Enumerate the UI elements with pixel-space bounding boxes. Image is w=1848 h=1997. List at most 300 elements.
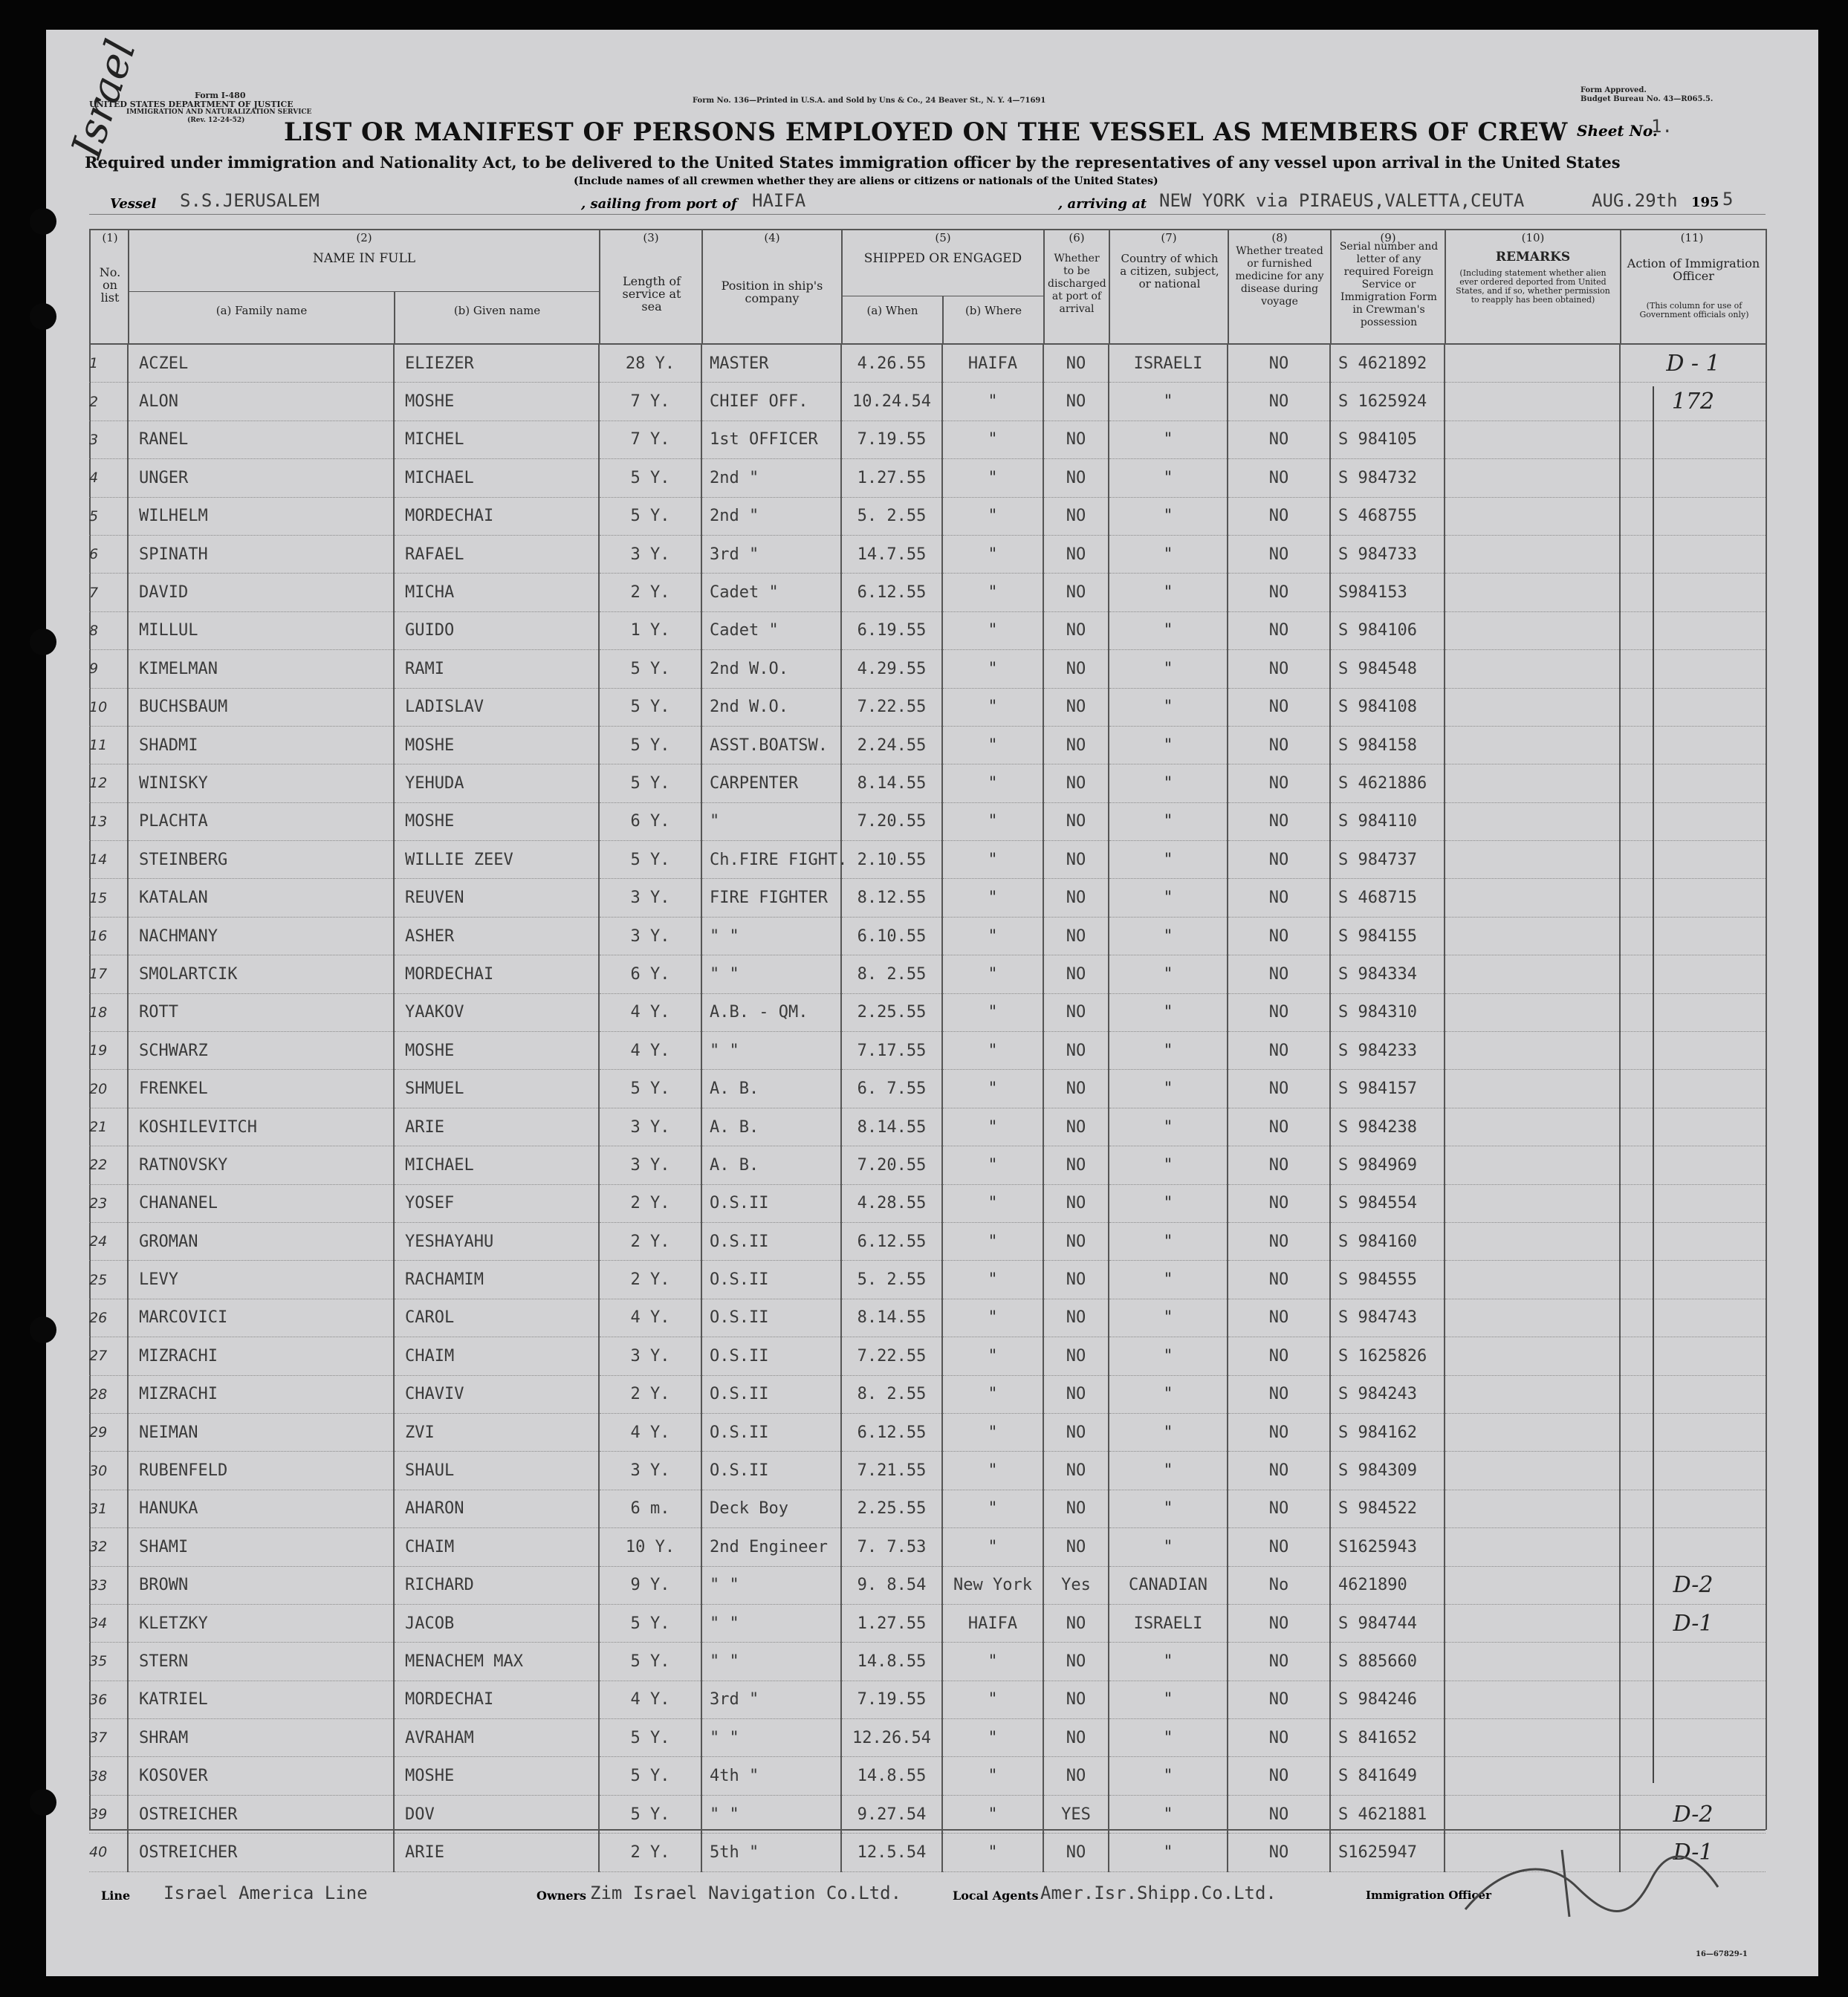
value-when: 8.14.55 [857, 1308, 927, 1328]
value-action: 172 [1671, 389, 1715, 415]
value-discharged: NO [1066, 1728, 1086, 1747]
value-family: WINISKY [139, 773, 208, 793]
cell-remarks [1445, 1528, 1620, 1566]
value-when: 7.21.55 [857, 1461, 927, 1481]
cell-treated [1228, 955, 1330, 993]
value-discharged: NO [1066, 545, 1086, 564]
cell-discharged [1043, 688, 1109, 726]
cell-given [394, 497, 599, 535]
value-no: 40 [89, 1844, 108, 1861]
value-country: " [1163, 850, 1173, 869]
value-where: " [988, 889, 998, 908]
cell-serial [1330, 1528, 1445, 1566]
crew-row [89, 1261, 1766, 1299]
value-no: 18 [89, 1004, 108, 1021]
punch-hole [30, 208, 56, 235]
value-when: 6.12.55 [857, 1232, 927, 1251]
value-family: SPINATH [139, 545, 208, 564]
value-given: RAFAEL [405, 545, 464, 564]
cell-when [841, 1375, 942, 1413]
crew-row [89, 1413, 1766, 1451]
sheet-number: 1. [1651, 116, 1673, 137]
crew-row [89, 459, 1766, 497]
value-serial: S1625947 [1338, 1842, 1417, 1862]
cell-discharged [1043, 535, 1109, 573]
cell-when [841, 1299, 942, 1337]
value-action: D-1 [1673, 1839, 1714, 1866]
value-treated: NO [1268, 1537, 1289, 1556]
crew-row [89, 1299, 1766, 1337]
cell-when [841, 1222, 942, 1260]
value-where: " [988, 1041, 998, 1060]
cell-position [701, 1070, 841, 1108]
value-where: " [988, 773, 998, 793]
cell-length [599, 764, 701, 802]
cell-no [89, 1490, 128, 1527]
value-position: 3rd " [710, 545, 759, 564]
value-serial: S 984522 [1338, 1499, 1417, 1519]
crew-row [89, 993, 1766, 1031]
cell-remarks [1445, 917, 1620, 955]
value-family: ROTT [139, 1003, 178, 1022]
cell-remarks [1445, 1261, 1620, 1299]
cell-treated [1228, 345, 1330, 383]
value-treated: NO [1268, 583, 1289, 603]
value-discharged: NO [1066, 354, 1086, 373]
cell-discharged [1043, 1604, 1109, 1642]
crew-row [89, 535, 1766, 573]
crew-row [89, 345, 1766, 383]
value-when: 14.7.55 [857, 545, 927, 564]
value-treated: NO [1268, 1003, 1289, 1022]
cell-no [89, 764, 128, 802]
cell-remarks [1445, 879, 1620, 917]
value-treated: NO [1268, 1767, 1289, 1786]
cell-when [841, 1566, 942, 1604]
value-discharged: NO [1066, 736, 1086, 755]
value-position: " " [710, 1728, 739, 1747]
value-discharged: NO [1066, 1041, 1086, 1060]
cell-position [701, 1834, 841, 1871]
value-length: 2 Y. [630, 1270, 670, 1290]
cell-length [599, 1566, 701, 1604]
value-no: 16 [89, 928, 108, 945]
cell-where [942, 1184, 1043, 1222]
cell-family [128, 345, 394, 383]
value-where: " [988, 1461, 998, 1481]
cell-serial [1330, 993, 1445, 1031]
cell-when [841, 1184, 942, 1222]
cell-length [599, 1643, 701, 1681]
value-country: " [1163, 1308, 1173, 1328]
cell-country [1109, 993, 1228, 1031]
cell-where [942, 1566, 1043, 1604]
cell-where [942, 955, 1043, 993]
cell-no [89, 1757, 128, 1795]
value-where: " [988, 659, 998, 678]
cell-treated [1228, 574, 1330, 611]
cell-remarks [1445, 1681, 1620, 1718]
value-country: " [1163, 1842, 1173, 1862]
hdr-country: Country of which a citizen, subject, or national [1120, 252, 1219, 290]
value-serial: S 984554 [1338, 1194, 1417, 1213]
crew-row [89, 1757, 1766, 1795]
value-family: LEVY [139, 1270, 178, 1290]
cell-length [599, 650, 701, 688]
cell-length [599, 1452, 701, 1490]
cell-serial [1330, 1566, 1445, 1604]
cell-action [1620, 841, 1766, 879]
cell-where [942, 802, 1043, 840]
value-discharged: NO [1066, 812, 1086, 831]
value-country: ISRAELI [1133, 354, 1203, 373]
cell-serial [1330, 611, 1445, 649]
cell-action [1620, 1528, 1766, 1566]
value-when: 10.24.54 [852, 392, 931, 412]
cell-length [599, 1032, 701, 1070]
cell-no [89, 1643, 128, 1681]
cell-family [128, 1452, 394, 1490]
cell-where [942, 1032, 1043, 1070]
value-length: 1 Y. [630, 621, 670, 640]
value-position: O.S.II [710, 1461, 769, 1481]
cell-when [841, 879, 942, 917]
cell-discharged [1043, 1108, 1109, 1146]
cell-length [599, 1261, 701, 1299]
cell-serial [1330, 420, 1445, 458]
cell-action [1620, 726, 1766, 764]
cell-action [1620, 1184, 1766, 1222]
value-discharged: NO [1066, 850, 1086, 869]
cell-length [599, 535, 701, 573]
cell-serial [1330, 1757, 1445, 1795]
hdr-serial: Serial number and letter of any required Foreign Service or Immigration Form in Crewman's possession [1339, 241, 1439, 328]
value-length: 5 Y. [630, 1767, 670, 1786]
cell-length [599, 1070, 701, 1108]
crew-row [89, 1032, 1766, 1070]
cell-when [841, 993, 942, 1031]
cell-given [394, 1299, 599, 1337]
cell-position [701, 1566, 841, 1604]
crew-row [89, 650, 1766, 688]
col-num-2: (2) [356, 231, 372, 244]
value-action: D-2 [1673, 1801, 1714, 1828]
value-given: RAMI [405, 659, 444, 678]
value-serial: S 984334 [1338, 964, 1417, 984]
value-length: 5 Y. [630, 1805, 670, 1824]
value-when: 6.12.55 [857, 1423, 927, 1442]
cell-length [599, 726, 701, 764]
cell-family [128, 1413, 394, 1451]
hdr-action-note: (This column for use of Government officials only) [1639, 301, 1749, 319]
value-country: ISRAELI [1133, 1614, 1203, 1633]
value-length: 5 Y. [630, 698, 670, 717]
value-no: 19 [89, 1042, 108, 1059]
crew-table [89, 345, 1766, 1872]
cell-length [599, 1413, 701, 1451]
cell-given [394, 1375, 599, 1413]
crew-row [89, 841, 1766, 879]
cell-family [128, 1337, 394, 1375]
value-when: 6.10.55 [857, 926, 927, 946]
cell-length [599, 688, 701, 726]
cell-discharged [1043, 1222, 1109, 1260]
cell-no [89, 1337, 128, 1375]
value-given: MICHA [405, 583, 455, 603]
value-serial: S 984246 [1338, 1690, 1417, 1709]
value-length: 28 Y. [625, 354, 675, 373]
cell-discharged [1043, 497, 1109, 535]
value-no: 12 [89, 775, 108, 792]
value-position: 3rd " [710, 1690, 759, 1709]
value-serial: S 984162 [1338, 1423, 1417, 1442]
cell-when [841, 688, 942, 726]
cell-given [394, 1643, 599, 1681]
value-when: 8.14.55 [857, 773, 927, 793]
value-position: " [710, 812, 720, 831]
value-given: ASHER [405, 926, 455, 946]
value-serial: S 984733 [1338, 545, 1417, 564]
cell-given [394, 764, 599, 802]
value-given: AHARON [405, 1499, 464, 1519]
value-country: " [1163, 1232, 1173, 1251]
cell-where [942, 1222, 1043, 1260]
cell-treated [1228, 1261, 1330, 1299]
value-treated: NO [1268, 736, 1289, 755]
value-family: KATRIEL [139, 1690, 208, 1709]
value-serial: S 984106 [1338, 621, 1417, 640]
cell-where [942, 1452, 1043, 1490]
cell-given [394, 993, 599, 1031]
cell-no [89, 993, 128, 1031]
cell-where [942, 1108, 1043, 1146]
cell-no [89, 1681, 128, 1718]
value-where: " [988, 1155, 998, 1175]
cell-where [942, 1261, 1043, 1299]
cell-position [701, 1757, 841, 1795]
cell-discharged [1043, 1299, 1109, 1337]
arriving-route: NEW YORK via PIRAEUS,VALETTA,CEUTA [1159, 190, 1525, 211]
value-no: 14 [89, 851, 108, 868]
cell-discharged [1043, 1032, 1109, 1070]
cell-action [1620, 1452, 1766, 1490]
value-given: MORDECHAI [405, 507, 494, 526]
cell-when [841, 1719, 942, 1757]
hdr-family-name: (a) Family name [215, 304, 308, 317]
cell-position [701, 1146, 841, 1184]
cell-given [394, 535, 599, 573]
value-when: 12.5.54 [857, 1842, 927, 1862]
value-treated: NO [1268, 1232, 1289, 1251]
cell-position [701, 1795, 841, 1833]
value-serial: S 841649 [1338, 1767, 1417, 1786]
value-given: MORDECHAI [405, 964, 494, 984]
cell-action [1620, 1566, 1766, 1604]
value-country: " [1163, 1652, 1173, 1671]
cell-where [942, 459, 1043, 497]
cell-no [89, 1528, 128, 1566]
cell-serial [1330, 574, 1445, 611]
cell-length [599, 383, 701, 420]
value-position: O.S.II [710, 1308, 769, 1328]
cell-where [942, 841, 1043, 879]
value-discharged: NO [1066, 1423, 1086, 1442]
value-given: YEHUDA [405, 773, 464, 793]
cell-serial [1330, 345, 1445, 383]
value-treated: NO [1268, 1690, 1289, 1709]
cell-position [701, 955, 841, 993]
cell-where [942, 726, 1043, 764]
value-when: 4.28.55 [857, 1194, 927, 1213]
value-length: 5 Y. [630, 1614, 670, 1633]
cell-country [1109, 1222, 1228, 1260]
cell-treated [1228, 1757, 1330, 1795]
punch-hole [30, 629, 56, 655]
cell-no [89, 345, 128, 383]
cell-position [701, 535, 841, 573]
cell-family [128, 1757, 394, 1795]
value-treated: NO [1268, 1614, 1289, 1633]
value-country: " [1163, 926, 1173, 946]
cell-position [701, 1681, 841, 1718]
cell-discharged [1043, 1261, 1109, 1299]
cell-action [1620, 1643, 1766, 1681]
cell-no [89, 841, 128, 879]
crew-row [89, 1719, 1766, 1757]
value-discharged: NO [1066, 1194, 1086, 1213]
cell-discharged [1043, 1528, 1109, 1566]
cell-action [1620, 993, 1766, 1031]
col-num-10: (10) [1521, 231, 1545, 244]
value-length: 3 Y. [630, 1346, 670, 1366]
cell-where [942, 420, 1043, 458]
value-given: SHAUL [405, 1461, 455, 1481]
crew-row [89, 764, 1766, 802]
cell-family [128, 1108, 394, 1146]
cell-position [701, 879, 841, 917]
cell-family [128, 1222, 394, 1260]
cell-family [128, 497, 394, 535]
cell-serial [1330, 688, 1445, 726]
cell-no [89, 1261, 128, 1299]
cell-family [128, 1795, 394, 1833]
value-country: " [1163, 1499, 1173, 1519]
cell-remarks [1445, 574, 1620, 611]
value-discharged: YES [1061, 1805, 1091, 1824]
cell-country [1109, 1566, 1228, 1604]
cell-serial [1330, 841, 1445, 879]
value-position: A. B. [710, 1079, 759, 1099]
cell-family [128, 841, 394, 879]
cell-action [1620, 1337, 1766, 1375]
value-treated: NO [1268, 545, 1289, 564]
value-serial: S 984108 [1338, 698, 1417, 717]
cell-discharged [1043, 650, 1109, 688]
value-position: Cadet " [710, 583, 779, 603]
value-given: YESHAYAHU [405, 1232, 494, 1251]
manifest-sheet [46, 30, 1818, 1976]
value-country: " [1163, 1805, 1173, 1824]
crew-row [89, 1643, 1766, 1681]
value-given: ZVI [405, 1423, 435, 1442]
cell-no [89, 1452, 128, 1490]
value-length: 5 Y. [630, 507, 670, 526]
value-position: O.S.II [710, 1346, 769, 1366]
value-action: D-2 [1673, 1572, 1714, 1599]
value-given: CAROL [405, 1308, 455, 1328]
cell-given [394, 1604, 599, 1642]
crew-row [89, 955, 1766, 993]
crew-row [89, 1681, 1766, 1718]
value-position: " " [710, 926, 739, 946]
value-treated: NO [1268, 812, 1289, 831]
value-given: MENACHEM MAX [405, 1652, 523, 1671]
cell-treated [1228, 841, 1330, 879]
value-where: " [988, 1270, 998, 1290]
crew-row [89, 383, 1766, 420]
cell-length [599, 879, 701, 917]
cell-position [701, 726, 841, 764]
owners-value: Zim Israel Navigation Co.Ltd. [590, 1883, 902, 1903]
value-position: A. B. [710, 1117, 759, 1137]
cell-given [394, 1108, 599, 1146]
cell-serial [1330, 1643, 1445, 1681]
cell-no [89, 1108, 128, 1146]
cell-no [89, 1834, 128, 1871]
cell-position [701, 917, 841, 955]
cell-family [128, 459, 394, 497]
value-when: 2.25.55 [857, 1003, 927, 1022]
cell-given [394, 611, 599, 649]
value-length: 3 Y. [630, 1461, 670, 1481]
cell-treated [1228, 688, 1330, 726]
value-treated: NO [1268, 1270, 1289, 1290]
cell-length [599, 345, 701, 383]
crew-row [89, 574, 1766, 611]
value-family: ALON [139, 392, 178, 412]
hdr-discharged: Whether to be discharged at port of arrival [1048, 253, 1106, 315]
cell-treated [1228, 1413, 1330, 1451]
value-discharged: NO [1066, 1346, 1086, 1366]
value-given: MICHAEL [405, 468, 474, 487]
value-length: 4 Y. [630, 1041, 670, 1060]
cell-country [1109, 917, 1228, 955]
cell-position [701, 1337, 841, 1375]
cell-given [394, 1490, 599, 1527]
cell-where [942, 535, 1043, 573]
value-length: 5 Y. [630, 468, 670, 487]
value-position: Ch.FIRE FIGHT. [710, 850, 848, 869]
cell-action [1620, 688, 1766, 726]
value-where: " [988, 621, 998, 640]
cell-when [841, 1528, 942, 1566]
cell-position [701, 345, 841, 383]
crew-row [89, 1566, 1766, 1604]
value-where: " [988, 545, 998, 564]
value-where: HAIFA [967, 354, 1018, 373]
cell-serial [1330, 1070, 1445, 1108]
cell-length [599, 993, 701, 1031]
cell-remarks [1445, 1795, 1620, 1833]
cell-remarks [1445, 726, 1620, 764]
value-given: RACHAMIM [405, 1270, 484, 1290]
sheet-label: Sheet No. [1577, 122, 1658, 140]
value-family: OSTREICHER [139, 1805, 238, 1824]
cell-serial [1330, 1337, 1445, 1375]
value-position: O.S.II [710, 1194, 769, 1213]
value-position: " " [710, 1614, 739, 1633]
cell-given [394, 1452, 599, 1490]
